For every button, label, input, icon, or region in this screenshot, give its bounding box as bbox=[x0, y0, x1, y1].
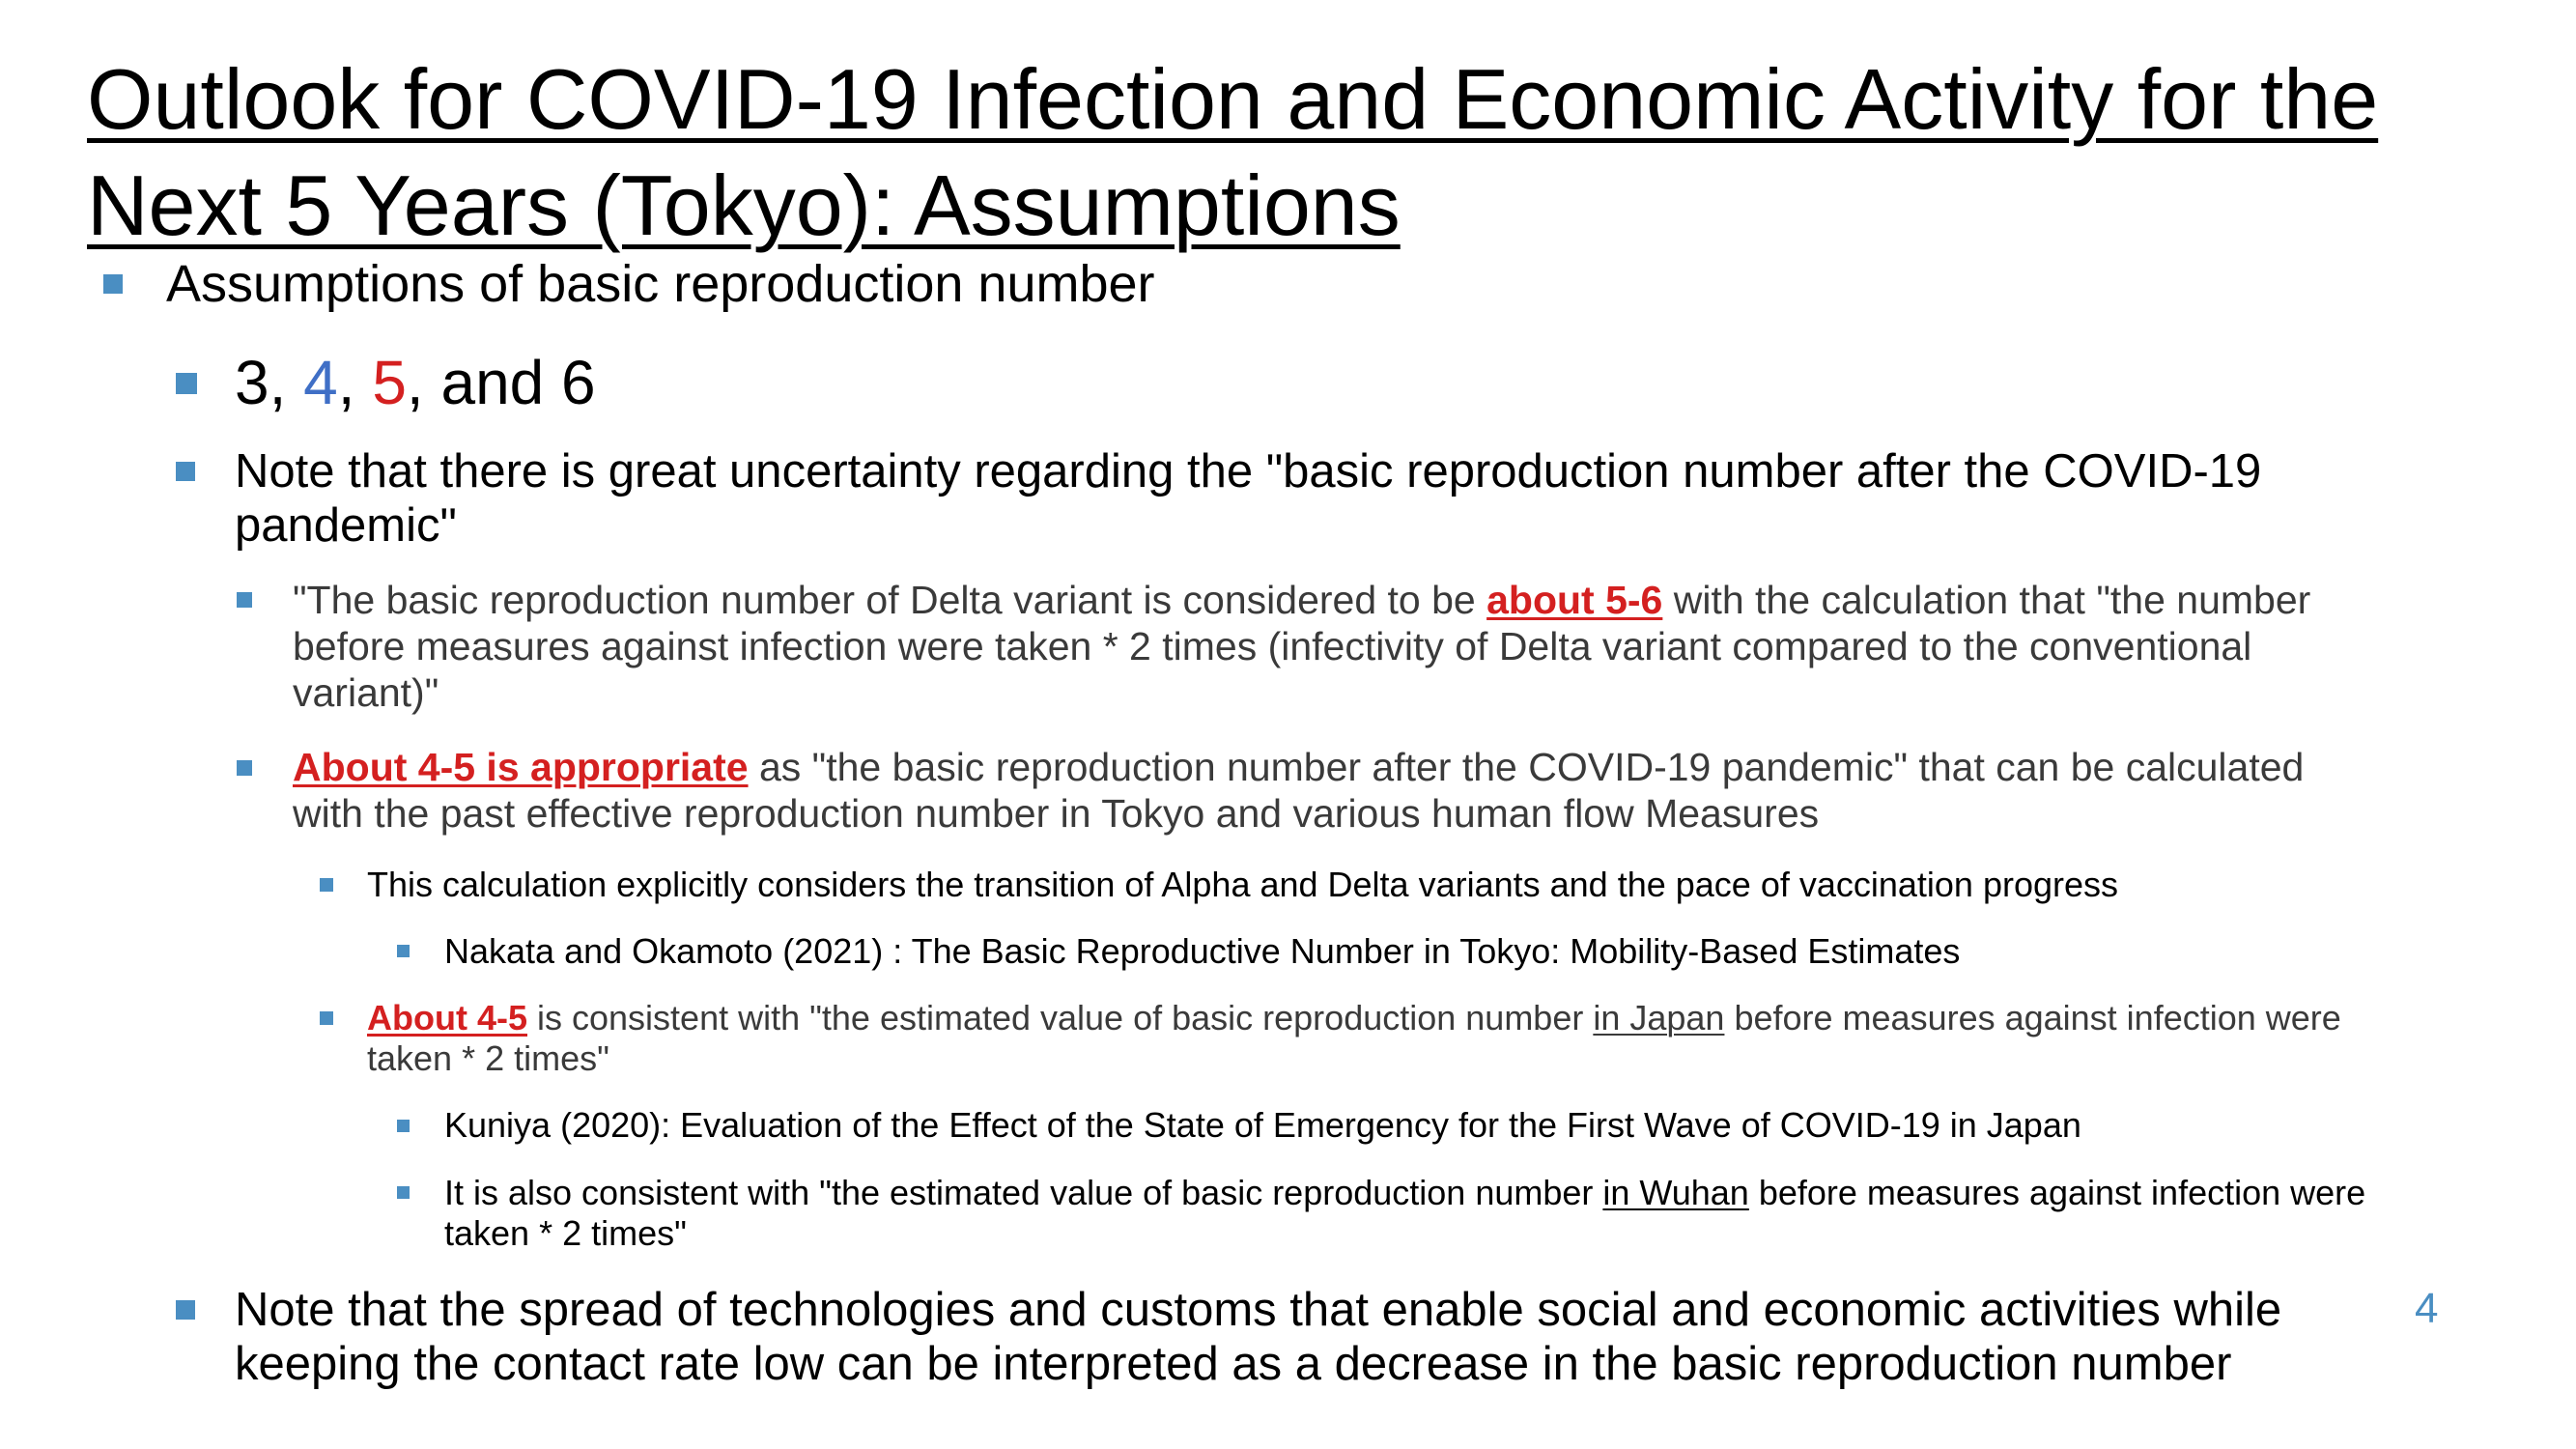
wuhan-pre: It is also consistent with "the estimated value of basic reproduction number bbox=[444, 1173, 1603, 1212]
bullet-technologies-text: Note that the spread of technologies and customs that enable social and economic activities while keeping the contact rate low can be interpreted as a decrease in the basic reproduction number bbox=[235, 1284, 2282, 1390]
bullet-assumptions-text: Assumptions of basic reproduction number bbox=[166, 255, 1155, 313]
delta-pre: "The basic reproduction number of Delta variant is considered to be bbox=[293, 578, 1487, 622]
square-bullet-icon bbox=[320, 878, 333, 892]
square-bullet-icon bbox=[176, 373, 197, 394]
appropriate-highlight: About 4-5 is appropriate bbox=[293, 745, 749, 789]
square-bullet-icon bbox=[176, 1300, 195, 1320]
bullet-appropriate-text bbox=[293, 744, 2369, 837]
square-bullet-icon bbox=[103, 274, 123, 294]
value-4: 4 bbox=[303, 348, 338, 417]
value-3: 3, bbox=[235, 348, 304, 417]
consistent-japan: in Japan bbox=[1593, 998, 1725, 1037]
square-bullet-icon bbox=[176, 462, 195, 481]
bullet-wuhan-text bbox=[444, 1173, 2453, 1254]
wuhan-post: before measures against infection were taken * 2 times" bbox=[444, 1173, 2366, 1253]
square-bullet-icon bbox=[237, 592, 252, 608]
wuhan-underlined: in Wuhan bbox=[1602, 1173, 1749, 1212]
consistent-post: before measures against infection were taken * 2 times" bbox=[367, 998, 2341, 1078]
square-bullet-icon bbox=[320, 1011, 333, 1025]
square-bullet-icon bbox=[397, 1186, 410, 1199]
value-5: 5 bbox=[372, 348, 407, 417]
square-bullet-icon bbox=[397, 1120, 410, 1132]
delta-highlight: about 5-6 bbox=[1486, 578, 1663, 622]
appropriate-post: as "the basic reproduction number after the COVID-19 pandemic" that can be calculated with the past effective reproduction number in Tokyo and various human flow Measures bbox=[293, 745, 2305, 836]
value-rest: , and 6 bbox=[406, 348, 596, 417]
square-bullet-icon bbox=[397, 945, 410, 957]
delta-post: with the calculation that "the number before measures against infection were taken * 2 times (infectivity of Delta variant compared to the conventional variant)" bbox=[293, 578, 2311, 715]
page-number: 4 bbox=[2415, 1285, 2439, 1332]
value-separator: , bbox=[337, 348, 373, 417]
bullet-calculation-text: This calculation explicitly considers the transition of Alpha and Delta variants and the pace of vaccination progress bbox=[367, 865, 2119, 904]
slide-title: Outlook for COVID-19 Infection and Economic Activity for the Next 5 Years (Tokyo): Assumptions bbox=[87, 51, 2379, 253]
bullet-kuniya-text: Kuniya (2020): Evaluation of the Effect of the State of Emergency for the First Wave of COVID-19 in Japan bbox=[444, 1105, 2081, 1145]
consistent-pre: is consistent with "the estimated value of basic reproduction number bbox=[527, 998, 1594, 1037]
bullet-values-text bbox=[235, 348, 2360, 417]
bullet-delta-text bbox=[293, 577, 2369, 716]
bullet-uncertainty-text: Note that there is great uncertainty regarding the "basic reproduction number after the COVID-19 pandemic" bbox=[235, 445, 2262, 552]
square-bullet-icon bbox=[237, 760, 252, 776]
bullet-consistent-japan-text bbox=[367, 998, 2434, 1079]
bullet-nakata-text: Nakata and Okamoto (2021) : The Basic Reproductive Number in Tokyo: Mobility-Based Estimates bbox=[444, 931, 1961, 971]
consistent-highlight: About 4-5 bbox=[367, 998, 527, 1037]
